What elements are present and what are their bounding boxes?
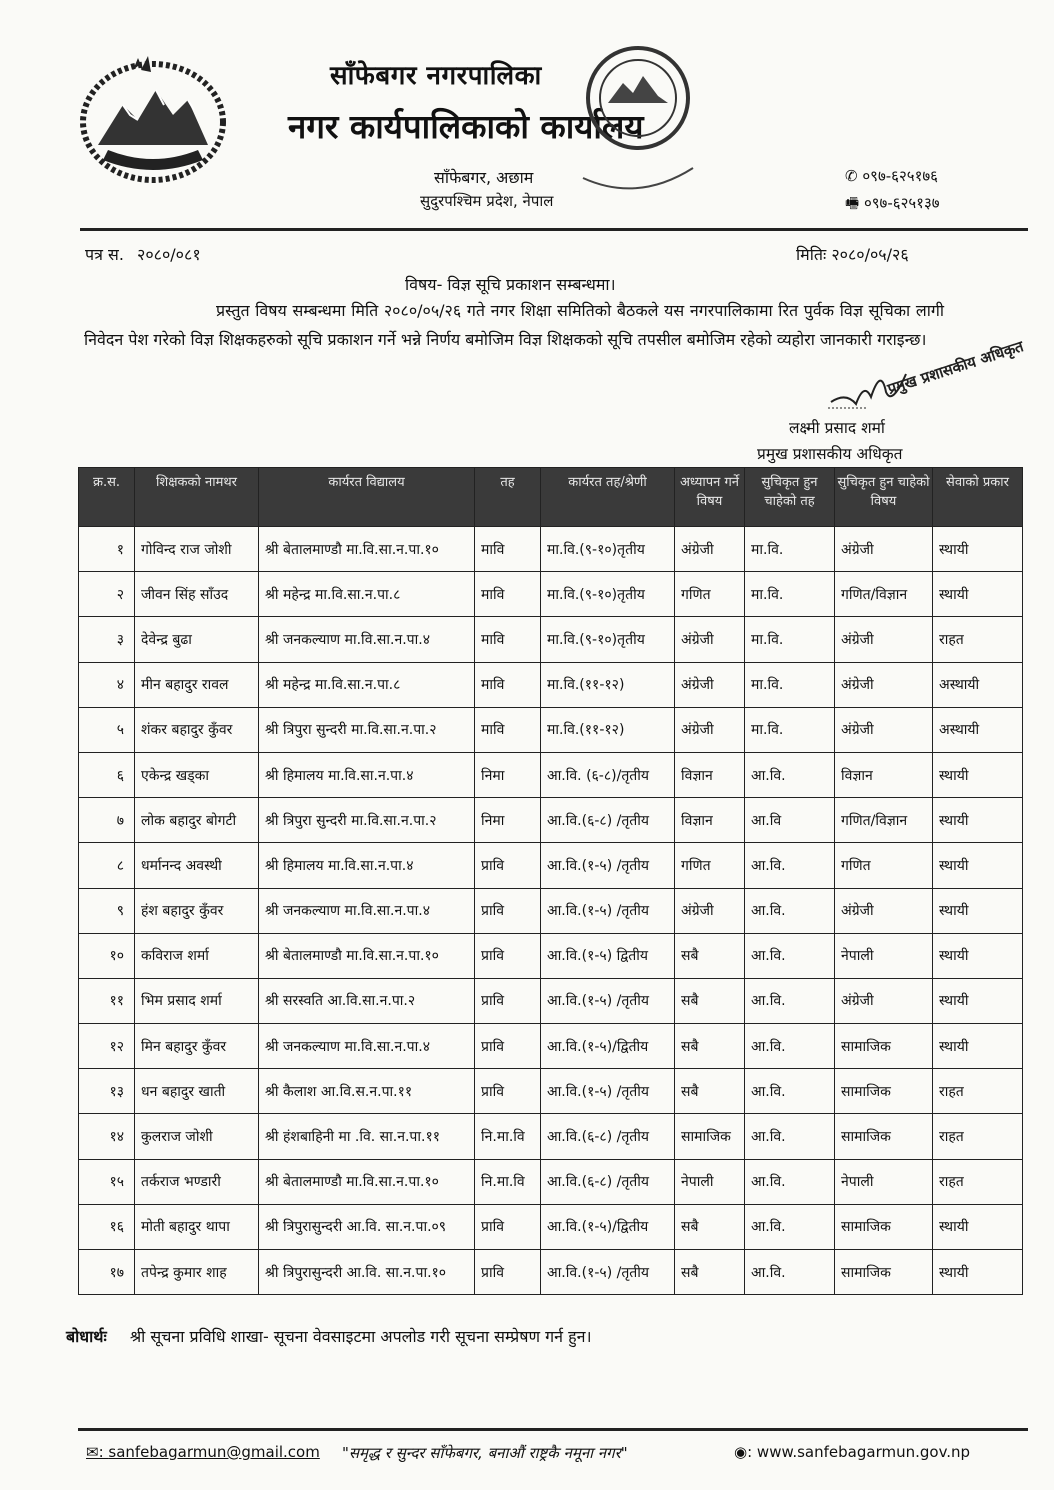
col-header: सुचिकृत हुन चाहेको विषय <box>835 468 933 527</box>
table-cell: मा.वि. <box>745 527 835 572</box>
table-cell: तपेन्द्र कुमार शाह <box>135 1250 259 1295</box>
fax-icon: 🖷 <box>845 194 860 212</box>
table-cell: अंग्रेजी <box>835 707 933 752</box>
table-cell: श्री त्रिपुरासुन्दरी आ.वि. सा.न.पा.०९ <box>259 1204 475 1249</box>
table-cell: आ.वि.(१-५) द्वितीय <box>541 933 675 978</box>
serial-cell: १० <box>79 933 135 978</box>
email-address: sanfebagarmun@gmail.com <box>108 1443 320 1461</box>
serial-cell: १७ <box>79 1250 135 1295</box>
table-cell: मावि <box>475 662 541 707</box>
fax-number: ०९७-६२५१३७ <box>863 194 940 212</box>
table-cell: सामाजिक <box>835 1250 933 1295</box>
table-cell: श्री महेन्द्र मा.वि.सा.न.पा.८ <box>259 662 475 707</box>
table-row <box>79 707 1023 752</box>
table-cell: देवेन्द्र बुढा <box>135 617 259 662</box>
col-header: अध्यापन गर्ने विषय <box>675 468 745 527</box>
table-cell: स्थायी <box>933 1250 1023 1295</box>
table-cell: मा.वि.(९-१०)तृतीय <box>541 527 675 572</box>
globe-icon: ◉: <box>734 1443 757 1461</box>
table-cell: आ.वि. <box>745 1250 835 1295</box>
table-cell: श्री बेतालमाण्डौ मा.वि.सा.न.पा.१० <box>259 933 475 978</box>
table-cell: श्री त्रिपुरासुन्दरी आ.वि. सा.न.पा.१० <box>259 1250 475 1295</box>
officer-stamp: प्रमुख प्रशासकीय अधिकृत <box>885 337 1026 399</box>
cc-label: बोधार्थः <box>66 1327 107 1346</box>
table-cell: श्री जनकल्याण मा.वि.सा.न.पा.४ <box>259 1024 475 1069</box>
table-header-row <box>79 468 1023 527</box>
serial-cell: ८ <box>79 843 135 888</box>
table-cell: राहत <box>933 1114 1023 1159</box>
serial-cell: १५ <box>79 1159 135 1204</box>
table-cell: गोविन्द राज जोशी <box>135 527 259 572</box>
table-cell: शंकर बहादुर कुँवर <box>135 707 259 752</box>
table-cell: सबै <box>675 933 745 978</box>
table-cell: अंग्रेजी <box>675 617 745 662</box>
table-cell: श्री त्रिपुरा सुन्दरी मा.वि.सा.न.पा.२ <box>259 707 475 752</box>
table-cell: श्री बेतालमाण्डौ मा.वि.सा.न.पा.१० <box>259 1159 475 1204</box>
table-cell: स्थायी <box>933 843 1023 888</box>
table-row <box>79 572 1023 617</box>
table-row <box>79 752 1023 797</box>
phone-contact <box>845 166 938 186</box>
footer-divider <box>78 1428 1028 1431</box>
table-cell: श्री जनकल्याण मा.वि.सा.न.पा.४ <box>259 888 475 933</box>
serial-cell: १४ <box>79 1114 135 1159</box>
table-cell: गणित/विज्ञान <box>835 798 933 843</box>
table-cell: मावि <box>475 617 541 662</box>
table-cell: अंग्रेजी <box>835 527 933 572</box>
table-cell: प्रावि <box>475 978 541 1023</box>
website-url: www.sanfebagarmun.gov.np <box>756 1443 971 1461</box>
municipality-name: साँफेबगर नगरपालिका <box>330 61 542 91</box>
table-cell: आ.वि.(१-५)/द्वितीय <box>541 1204 675 1249</box>
table-cell: आ.वि. <box>745 1204 835 1249</box>
table-cell: नि.मा.वि <box>475 1159 541 1204</box>
table-cell: मिन बहादुर कुँवर <box>135 1024 259 1069</box>
table-cell: कुलराज जोशी <box>135 1114 259 1159</box>
col-header: सेवाको प्रकार <box>933 468 1023 527</box>
footer-website[interactable] <box>734 1443 970 1461</box>
table-cell: मावि <box>475 707 541 752</box>
table-cell: मा.वि. <box>745 707 835 752</box>
office-name: नगर कार्यपालिकाको कार्यालय <box>288 107 644 146</box>
signatory-post: प्रमुख प्रशासकीय अधिकृत <box>757 445 903 463</box>
table-cell: राहत <box>933 1159 1023 1204</box>
col-header: क्र.स. <box>79 468 135 527</box>
table-cell: गणित <box>675 572 745 617</box>
serial-cell: ११ <box>79 978 135 1023</box>
table-cell: स्थायी <box>933 798 1023 843</box>
cc-note <box>66 1325 592 1347</box>
table-cell: स्थायी <box>933 978 1023 1023</box>
table-cell: प्रावि <box>475 1204 541 1249</box>
table-cell: जीवन सिंह साँउद <box>135 572 259 617</box>
reference-number <box>85 243 201 265</box>
table-cell: आ.वि. <box>745 843 835 888</box>
table-cell: प्रावि <box>475 843 541 888</box>
table-cell: आ.वि. <box>745 1069 835 1114</box>
table-cell: हंश बहादुर कुँवर <box>135 888 259 933</box>
table-cell: सबै <box>675 1204 745 1249</box>
date-value: २०८०/०५/२६ <box>831 245 909 264</box>
table-cell: गणित/विज्ञान <box>835 572 933 617</box>
col-header: कार्यरत विद्यालय <box>259 468 475 527</box>
table-cell: मा.वि.(९-१०)तृतीय <box>541 617 675 662</box>
serial-cell: ६ <box>79 752 135 797</box>
table-cell: अंग्रेजी <box>835 662 933 707</box>
serial-cell: १ <box>79 527 135 572</box>
table-cell: प्रावि <box>475 1024 541 1069</box>
table-row <box>79 1159 1023 1204</box>
table-cell: स्थायी <box>933 527 1023 572</box>
letter-subject: विषय- विज्ञ सूचि प्रकाशन सम्बन्धमा। <box>405 275 616 294</box>
table-cell: अंग्रेजी <box>675 888 745 933</box>
letter-body: प्रस्तुत विषय सम्बन्धमा मिति २०८०/०५/२६ गते नगर शिक्षा समितिको बैठकले यस नगरपालिकामा रित पुर्वक विज्ञ सूचिका लागी निवेदन पेश गरेको विज्ञ शिक्षकहरुको सूचि प्रकाशन गर्ने भन्ने निर्णय बमोजिम विज्ञ शिक्षकको सूचि तपसील बमोजिम रहेको व्यहोरा जानकारी गराइन्छ। <box>84 301 944 349</box>
table-cell: आ.वि.(६-८) /तृतीय <box>541 1114 675 1159</box>
table-cell: आ.वि.(१-५) /तृतीय <box>541 1069 675 1114</box>
table-row <box>79 798 1023 843</box>
table-row <box>79 978 1023 1023</box>
table-row <box>79 1204 1023 1249</box>
table-cell: सबै <box>675 978 745 1023</box>
table-cell: अंग्रेजी <box>835 617 933 662</box>
serial-cell: ३ <box>79 617 135 662</box>
table-cell: श्री हिमालय मा.वि.सा.न.पा.४ <box>259 752 475 797</box>
serial-cell: १३ <box>79 1069 135 1114</box>
table-cell: आ.वि.(१-५) /तृतीय <box>541 843 675 888</box>
table-row <box>79 888 1023 933</box>
address-line1: साँफेबगर, अछाम <box>434 168 534 187</box>
table-cell: सबै <box>675 1024 745 1069</box>
table-cell: मा.वि.(९-१०)तृतीय <box>541 572 675 617</box>
expert-teacher-table <box>78 467 1023 1295</box>
table-cell: मावि <box>475 527 541 572</box>
table-cell: आ.वि. <box>745 1024 835 1069</box>
table-cell: श्री हिमालय मा.वि.सा.न.पा.४ <box>259 843 475 888</box>
table-cell: अंग्रेजी <box>835 978 933 1023</box>
table-cell: राहत <box>933 1069 1023 1114</box>
table-cell: एकेन्द्र खड्का <box>135 752 259 797</box>
table-cell: अंग्रेजी <box>675 662 745 707</box>
table-cell: मा.वि. <box>745 617 835 662</box>
table-cell: निमा <box>475 752 541 797</box>
table-cell: मावि <box>475 572 541 617</box>
table-body <box>79 527 1023 1295</box>
serial-cell: ९ <box>79 888 135 933</box>
table-cell: गणित <box>835 843 933 888</box>
footer-slogan: "समृद्ध र सुन्दर साँफेबगर, बनाऔं राष्ट्रकै नमूना नगर" <box>342 1444 628 1462</box>
table-cell: अंग्रेजी <box>675 707 745 752</box>
table-row <box>79 1114 1023 1159</box>
letter-date <box>796 243 909 265</box>
table-row <box>79 1024 1023 1069</box>
table-cell: नि.मा.वि <box>475 1114 541 1159</box>
table-cell: गणित <box>675 843 745 888</box>
table-cell: श्री त्रिपुरा सुन्दरी मा.वि.सा.न.पा.२ <box>259 798 475 843</box>
table-cell: आ.वि <box>745 798 835 843</box>
table-cell: तर्कराज भण्डारी <box>135 1159 259 1204</box>
table-cell: भिम प्रसाद शर्मा <box>135 978 259 1023</box>
table-cell: सामाजिक <box>835 1114 933 1159</box>
header-divider <box>80 228 1028 231</box>
address-line2: सुदुरपश्चिम प्रदेश, नेपाल <box>420 192 554 210</box>
phone-icon: ✆ <box>845 167 858 185</box>
table-cell: श्री बेतालमाण्डौ मा.वि.सा.न.पा.१० <box>259 527 475 572</box>
serial-cell: १६ <box>79 1204 135 1249</box>
table-cell: प्रावि <box>475 1069 541 1114</box>
table-cell: सामाजिक <box>835 1069 933 1114</box>
table-cell: आ.वि. <box>745 752 835 797</box>
table-row <box>79 662 1023 707</box>
table-cell: विज्ञान <box>675 752 745 797</box>
table-row <box>79 1250 1023 1295</box>
table-cell: आ.वि.(१-५) /तृतीय <box>541 1250 675 1295</box>
serial-cell: ५ <box>79 707 135 752</box>
table-cell: आ.वि. <box>745 933 835 978</box>
table-cell: स्थायी <box>933 752 1023 797</box>
table-cell: आ.वि. (६-८)/तृतीय <box>541 752 675 797</box>
table-cell: लोक बहादुर बोगटी <box>135 798 259 843</box>
table-cell: मा.वि. <box>745 572 835 617</box>
table-cell: आ.वि.(१-५) /तृतीय <box>541 978 675 1023</box>
col-header: सुचिकृत हुन चाहेको तह <box>745 468 835 527</box>
table-row <box>79 933 1023 978</box>
table-cell: धन बहादुर खाती <box>135 1069 259 1114</box>
table-cell: राहत <box>933 617 1023 662</box>
table-cell: आ.वि.(१-५)/द्वितीय <box>541 1024 675 1069</box>
col-header: शिक्षकको नामथर <box>135 468 259 527</box>
table-cell: श्री महेन्द्र मा.वि.सा.न.पा.८ <box>259 572 475 617</box>
serial-cell: ७ <box>79 798 135 843</box>
signatory-name: लक्ष्मी प्रसाद शर्मा <box>789 419 885 437</box>
phone-number: ०९७-६२५१७६ <box>862 167 938 185</box>
table-cell: आ.वि. <box>745 888 835 933</box>
table-row <box>79 1069 1023 1114</box>
date-label: मितिः <box>796 245 827 264</box>
table-cell: आ.वि.(६-८) /तृतीय <box>541 798 675 843</box>
table-cell: स्थायी <box>933 888 1023 933</box>
table-cell: सबै <box>675 1069 745 1114</box>
reference-label: पत्र स. <box>85 245 124 264</box>
table-cell: आ.वि. <box>745 1114 835 1159</box>
table-cell: सामाजिक <box>835 1204 933 1249</box>
table-cell: कविराज शर्मा <box>135 933 259 978</box>
table-cell: मोती बहादुर थापा <box>135 1204 259 1249</box>
col-header: तह <box>475 468 541 527</box>
serial-cell: १२ <box>79 1024 135 1069</box>
table-cell: श्री हंशबाहिनी मा .वि. सा.न.पा.११ <box>259 1114 475 1159</box>
table-cell: आ.वि. <box>745 978 835 1023</box>
table-cell: आ.वि. <box>745 1159 835 1204</box>
table-cell: स्थायी <box>933 1204 1023 1249</box>
table-cell: प्रावि <box>475 888 541 933</box>
serial-cell: ४ <box>79 662 135 707</box>
table-cell: स्थायी <box>933 1024 1023 1069</box>
serial-cell: २ <box>79 572 135 617</box>
fax-contact <box>845 193 940 218</box>
table-cell: सबै <box>675 1250 745 1295</box>
table-cell: अस्थायी <box>933 662 1023 707</box>
table-cell: मा.वि. <box>745 662 835 707</box>
table-cell: श्री कैलाश आ.वि.स.न.पा.११ <box>259 1069 475 1114</box>
table-cell: अस्थायी <box>933 707 1023 752</box>
reference-value: २०८०/०८१ <box>137 245 201 264</box>
table-cell: धर्मानन्द अवस्थी <box>135 843 259 888</box>
table-cell: मीन बहादुर रावल <box>135 662 259 707</box>
table-cell: नेपाली <box>835 933 933 978</box>
table-row <box>79 527 1023 572</box>
table-cell: आ.वि.(६-८) /तृतीय <box>541 1159 675 1204</box>
table-cell: सामाजिक <box>675 1114 745 1159</box>
table-cell: अंग्रेजी <box>675 527 745 572</box>
table-cell: स्थायी <box>933 572 1023 617</box>
mail-icon: ✉: <box>86 1443 109 1461</box>
table-cell: श्री सरस्वति आ.वि.सा.न.पा.२ <box>259 978 475 1023</box>
table-cell: विज्ञान <box>835 752 933 797</box>
table-cell: निमा <box>475 798 541 843</box>
table-cell: मा.वि.(११-१२) <box>541 662 675 707</box>
table-cell: नेपाली <box>675 1159 745 1204</box>
col-header: कार्यरत तह/श्रेणी <box>541 468 675 527</box>
table-cell: नेपाली <box>835 1159 933 1204</box>
table-cell: प्रावि <box>475 1250 541 1295</box>
table-row <box>79 843 1023 888</box>
table-cell: आ.वि.(१-५) /तृतीय <box>541 888 675 933</box>
table-cell: प्रावि <box>475 933 541 978</box>
table-cell: मा.वि.(११-१२) <box>541 707 675 752</box>
office-round-stamp <box>563 38 713 208</box>
nepal-emblem-logo <box>78 50 228 185</box>
table-cell: अंग्रेजी <box>835 888 933 933</box>
cc-text: श्री सूचना प्रविधि शाखा- सूचना वेवसाइटमा अपलोड गरी सूचना सम्प्रेषण गर्न हुन। <box>129 1327 592 1346</box>
table-cell: श्री जनकल्याण मा.वि.सा.न.पा.४ <box>259 617 475 662</box>
table-cell: सामाजिक <box>835 1024 933 1069</box>
footer-email[interactable] <box>86 1443 320 1461</box>
table-cell: विज्ञान <box>675 798 745 843</box>
table-cell: स्थायी <box>933 933 1023 978</box>
table-row <box>79 617 1023 662</box>
